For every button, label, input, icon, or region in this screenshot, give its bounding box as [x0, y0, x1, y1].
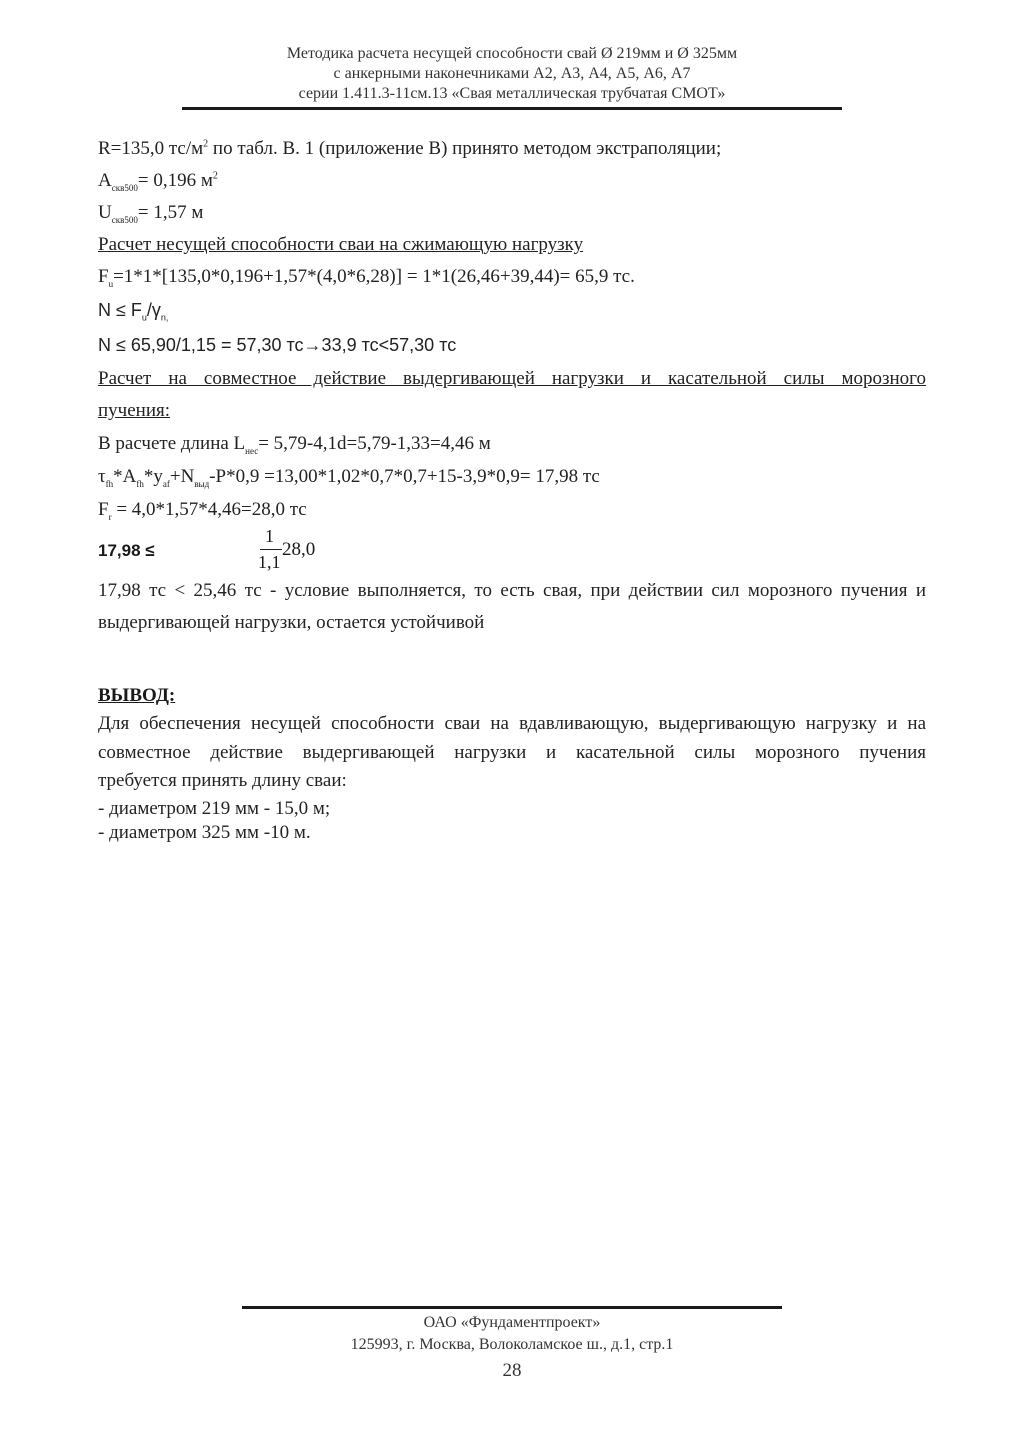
- conclusion-title: ВЫВОД:: [98, 685, 176, 706]
- header-line-3: серии 1.411.3-11см.13 «Свая металлическая трубчатая СМОТ»: [298, 85, 726, 102]
- fraction-lhs: 17,98 ≤: [98, 541, 155, 560]
- conclusion-line-1: Для обеспечения несущей способности сваи на вдавливающую, выдергивающую нагрузку и на: [98, 713, 926, 734]
- area-line: $А_{скв500}= 0,196$ $м^2$: [98, 170, 218, 193]
- perimeter-line: $U_{скв500}= 1,57$ м: [98, 202, 204, 225]
- page-header: [180, 44, 844, 104]
- header-line-2: с анкерными наконечниками А2, А3, А4, А5, А6, А7: [333, 65, 691, 82]
- fraction-denominator: 1,1: [258, 552, 281, 572]
- footer-divider: [242, 1306, 782, 1309]
- header-divider: [182, 107, 842, 110]
- conclusion-item-325: - диаметром 325 мм -10 м.: [98, 822, 311, 843]
- fraction-numerator: 1: [265, 526, 274, 546]
- tau-formula: $\tau_{fh}*A_{fh}*y_{af}+N_{выд}-P*0,9 =13,00*1,02*0,7*0,7+15-3,9*0,9= 17,98$ тс: [98, 466, 600, 489]
- fr-formula: $F_r = 4,0*1,57*4,46=28,0$ тс: [98, 499, 307, 522]
- length-line: В расчете длина $L_{нес}= 5,79-4,1d=5,79-1,33=4,46$ м: [98, 433, 491, 456]
- n-inequality: $N \le F_u/\gamma_{n,}$: [98, 300, 169, 323]
- compression-heading: Расчет несущей способности сваи на сжимающую нагрузку: [98, 234, 584, 255]
- conclusion-line-2: совместное действие выдергивающей нагрузки и касательной силы морозного пучения: [98, 742, 926, 763]
- joint-action-heading-2: пучения:: [98, 400, 171, 421]
- page-number: 28: [502, 1360, 522, 1381]
- fraction-rhs: 28,0: [282, 539, 316, 560]
- footer-address: 125993, г. Москва, Волоколамское ш., д.1, стр.1: [350, 1336, 674, 1353]
- fraction-bar: [260, 549, 282, 550]
- condition-line-2: выдергивающей нагрузки, остается устойчивой: [98, 612, 485, 633]
- fu-formula: $F_u=1*1*[135,0*0,196+1,57*(4,0*6,28)] = 1*1(26,46+39,44)= 65,9$ тс.: [98, 266, 635, 289]
- conclusion-line-3: требуется принять длину сваи:: [98, 770, 347, 791]
- n-calculation: N ≤ 65,90/1,15 = 57,30 тс→33,9 тс<57,30 тс: [98, 335, 457, 355]
- conclusion-item-219: - диаметром 219 мм - 15,0 м;: [98, 798, 331, 819]
- joint-action-heading-1: Расчет на совместное действие выдергивающей нагрузки и касательной силы морозного: [98, 368, 926, 389]
- condition-line-1: 17,98 тс < 25,46 тс - условие выполняется, то есть свая, при действии сил морозного пучения и: [98, 580, 926, 601]
- r-value-line: R=135,0 $тс/м^2$ по табл. В. 1 (приложение В) принято методом экстраполяции;: [98, 138, 722, 159]
- header-line-1: Методика расчета несущей способности свай Ø 219мм и Ø 325мм: [286, 45, 738, 62]
- footer-company: ОАО «Фундаментпроект»: [423, 1314, 601, 1331]
- fraction-inequality: [98, 526, 316, 582]
